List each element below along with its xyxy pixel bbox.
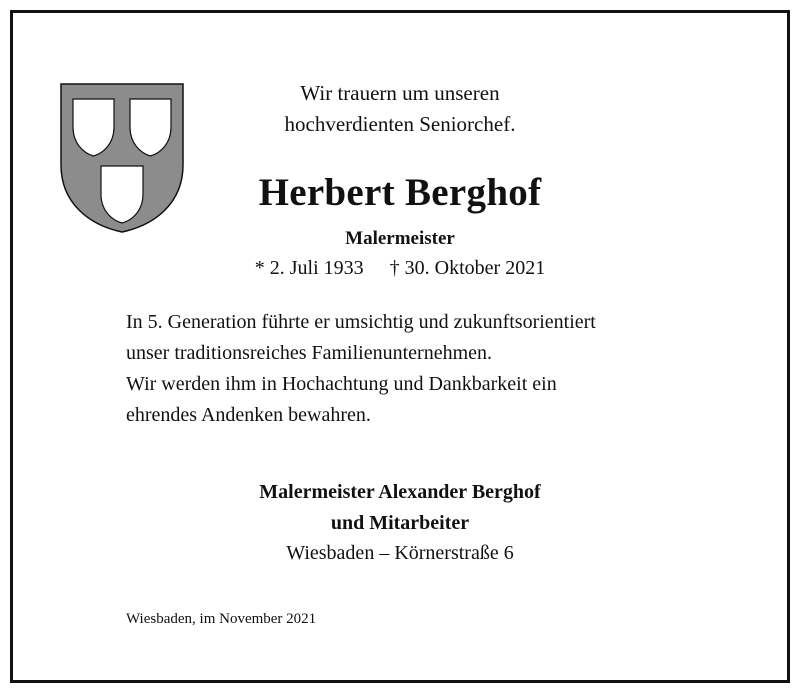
- signature-name: Malermeister Alexander Berghof: [259, 481, 541, 503]
- remembrance-paragraph: [126, 369, 686, 431]
- coat-of-arms-icon: [60, 83, 184, 233]
- remembrance-line: ehrendes Andenken bewahren.: [126, 404, 371, 426]
- signature-address: Wiesbaden – Körnerstraße 6: [286, 542, 514, 564]
- deceased-name: Herbert Berghof: [258, 171, 542, 214]
- intro-text: [200, 78, 600, 140]
- death-date: † 30. Oktober 2021: [389, 257, 546, 279]
- signature-staff: und Mitarbeiter: [330, 512, 470, 534]
- tribute-line: unser traditionsreiches Familienunternehmen.: [126, 342, 493, 364]
- remembrance-line: Wir werden ihm in Hochachtung und Dankbarkeit ein: [126, 373, 557, 395]
- tribute-line: In 5. Generation führte er umsichtig und zukunftsorientiert: [126, 311, 596, 333]
- birth-date: * 2. Juli 1933: [254, 257, 364, 279]
- intro-line: hochverdienten Seniorchef.: [284, 112, 516, 136]
- tribute-paragraph: [126, 307, 686, 369]
- life-dates: [200, 254, 600, 282]
- place-and-date: Wiesbaden, im November 2021: [126, 611, 317, 627]
- intro-line: Wir trauern um unseren: [300, 81, 500, 105]
- deceased-profession: Malermeister: [345, 228, 455, 249]
